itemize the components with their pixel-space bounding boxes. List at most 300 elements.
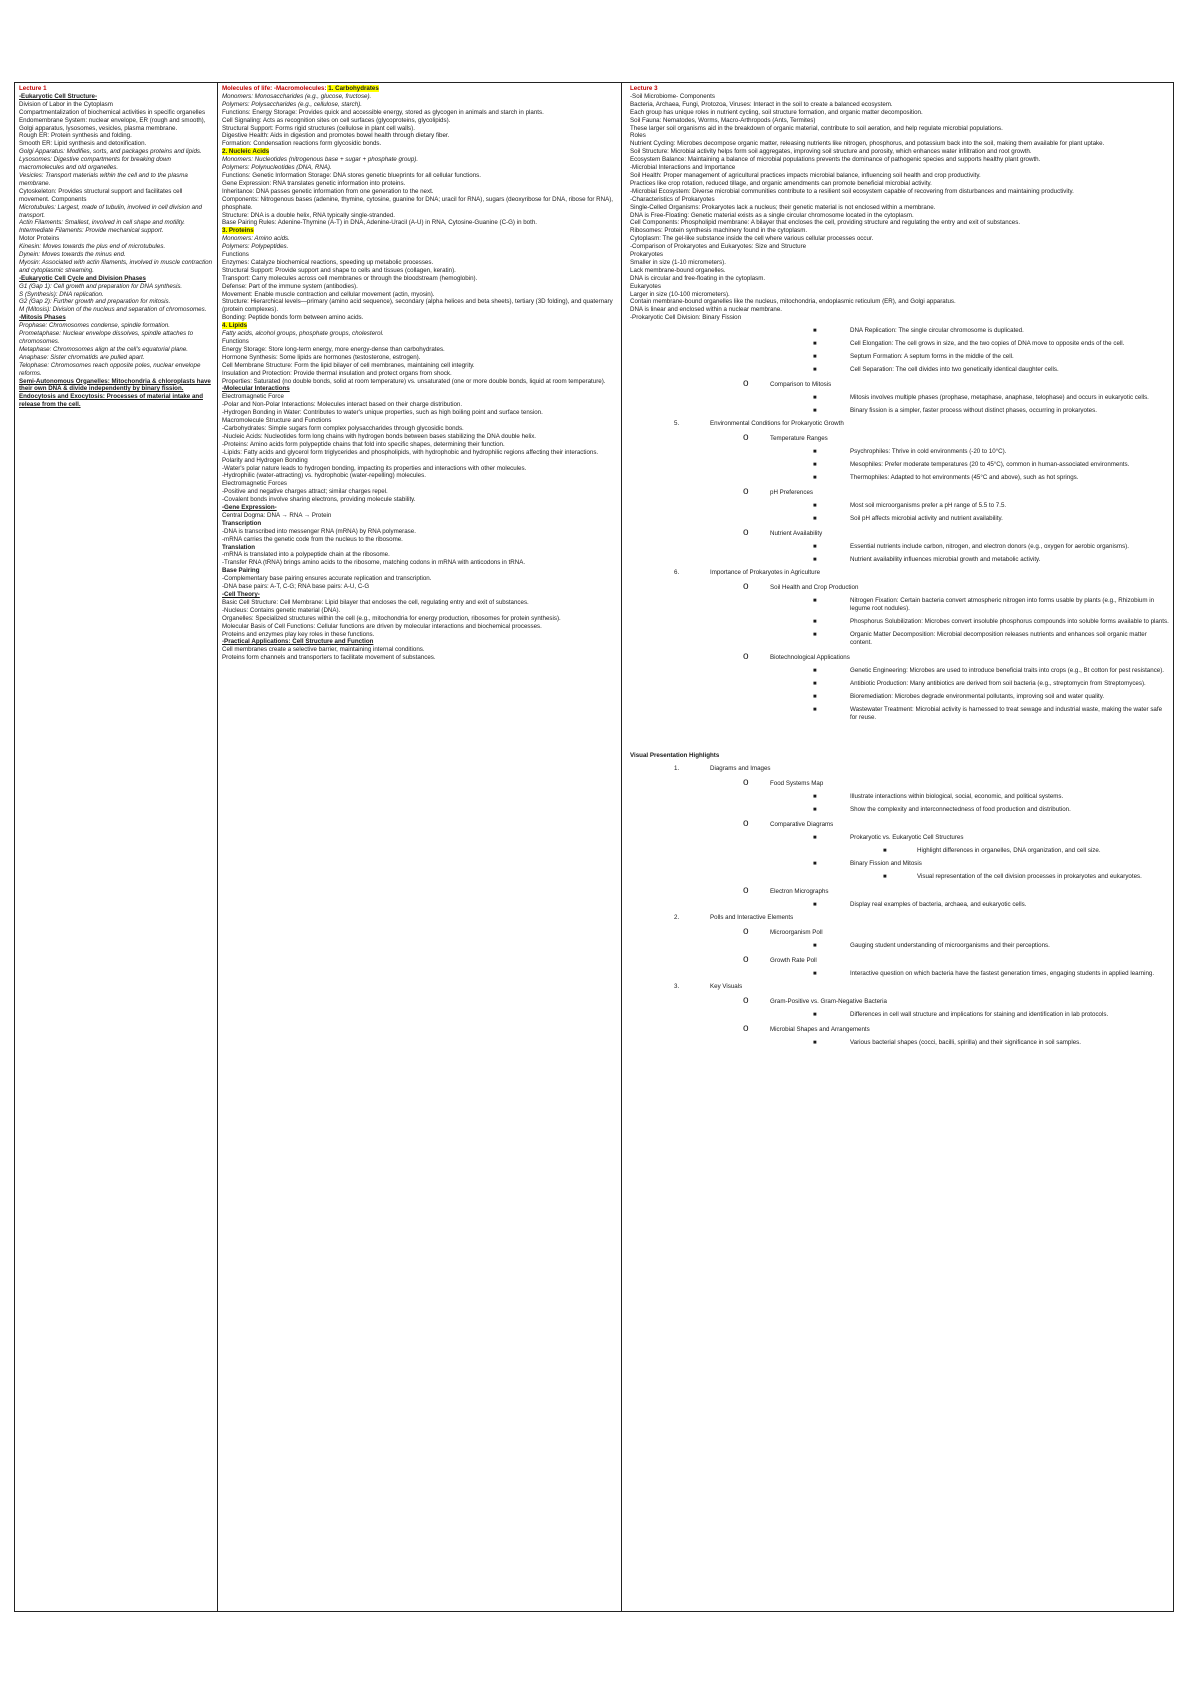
outline-text: Soil pH affects microbial activity and nutrient availability. (850, 515, 1003, 523)
note-text: Bacteria, Archaea, Fungi, Protozoa, Viruses: Interact in the soil to create a balanced ecosystem. (630, 100, 893, 108)
square-bullet-icon: ■ (813, 807, 817, 814)
note-line (630, 283, 1169, 291)
note-text: -mRNA carries the genetic code from the nucleus to the ribosome. (222, 535, 403, 543)
note-text: Actin Filaments: Smallest, involved in cell shape and motility. (19, 219, 185, 227)
note-text: Transcription (222, 519, 262, 527)
outline-item-level-3 (630, 706, 1169, 722)
note-text: -Carbohydrates: Simple sugars form complex polysaccharides through glycosidic bonds. (222, 424, 464, 432)
note-text: Polymers: Polysaccharides (e.g., cellulose, starch). (222, 100, 362, 108)
note-line (222, 85, 617, 93)
outline-item-level-2 (630, 926, 1169, 938)
note-line (222, 101, 617, 109)
note-text: Energy Storage: Store long-term energy, more energy-dense than carbohydrates. (222, 345, 445, 353)
lecture-3-outline (630, 327, 1169, 1047)
outline-text: Polls and Interactive Elements (710, 914, 794, 922)
note-text: Monomers: Amino acids. (222, 235, 290, 243)
outline-item-level-3 (630, 942, 1169, 950)
square-bullet-icon: ■ (813, 971, 817, 978)
note-line (630, 275, 1169, 283)
note-text: Anaphase: Sister chromatids are pulled apart. (19, 353, 145, 361)
note-text: Properties: Saturated (no double bonds, solid at room temperature) vs. unsaturated (one or more double bonds, liquid at room temperature). (222, 377, 606, 385)
note-text: G1 (Gap 1): Cell growth and preparation for DNA synthesis. (19, 282, 183, 290)
note-line (222, 314, 617, 322)
note-line (222, 251, 617, 259)
square-bullet-icon: ■ (813, 328, 817, 335)
outline-item-level-2 (630, 378, 1169, 390)
note-line (630, 196, 1169, 204)
note-text: Electromagnetic Force (222, 393, 284, 401)
note-text: -Gene Expression- (222, 504, 277, 512)
outline-text: Binary Fission and Mitosis (850, 860, 922, 868)
note-line (222, 298, 617, 314)
note-text: -Eukaryotic Cell Cycle and Division Phases (19, 274, 146, 282)
column-lecture-3 (622, 83, 1173, 1611)
note-text: -Microbial Interactions and Importance (630, 164, 736, 172)
note-line (19, 275, 213, 283)
outline-text: Gauging student understanding of microorganisms and their perceptions. (850, 942, 1050, 950)
outline-text: Psychrophiles: Thrive in cold environments (-20 to 10°C). (850, 448, 1007, 456)
note-text: Digestive Health: Aids in digestion and promotes bowel health through dietary fiber. (222, 132, 450, 140)
outline-text: DNA Replication: The single circular chromosome is duplicated. (850, 327, 1024, 335)
note-text: Functions: Genetic Information Storage: DNA stores genetic blueprints for all cellular functions. (222, 171, 481, 179)
note-text: Hormone Synthesis: Some lipids are hormones (testosterone, estrogen). (222, 353, 421, 361)
note-line (222, 551, 617, 559)
square-bullet-icon: ■ (813, 943, 817, 950)
square-bullet-icon: ■ (813, 619, 817, 626)
note-text: Macromolecule Structure and Functions (222, 417, 332, 425)
outline-item-level-2 (630, 885, 1169, 897)
note-text: Lack membrane-bound organelles. (630, 266, 726, 274)
note-line (222, 488, 617, 496)
note-text: Enzymes: Catalyze biochemical reactions, speeding up metabolic processes. (222, 258, 434, 266)
outline-number: 2. (674, 914, 680, 922)
note-line (630, 219, 1169, 227)
note-text: Soil Health: Proper management of agricultural practices impacts microbial balance, influencing soil health and crop productivity. (630, 171, 981, 179)
square-bullet-icon: ■ (813, 367, 817, 374)
square-bullet-icon: ■ (813, 694, 817, 701)
square-bullet-icon: ■ (813, 354, 817, 361)
note-text: G2 (Gap 2): Further growth and preparation for mitosis. (19, 298, 171, 306)
note-text: Soil Structure: Microbial activity helps form soil aggregates, improving soil structure and porosity, which enhances water infiltration and root growth. (630, 148, 1032, 156)
outline-item-level-3 (630, 597, 1169, 613)
note-line (630, 235, 1169, 243)
outline-text: Cell Elongation: The cell grows in size, and the two copies of DNA move to opposite ends of the cell. (850, 340, 1125, 348)
note-line (222, 504, 617, 512)
outline-number: 3. (674, 983, 680, 991)
outline-item-level-3 (630, 693, 1169, 701)
note-text: Prokaryotes (630, 251, 664, 259)
note-text: -Prokaryotic Cell Division: Binary Fission (630, 314, 742, 322)
outline-item-level-3 (630, 394, 1169, 402)
note-text: Myosin: Associated with actin filaments, involved in muscle contraction and cytoplasmic streaming. (19, 258, 213, 274)
note-text: Smooth ER: Lipid synthesis and detoxification. (19, 140, 147, 148)
note-text: -DNA is transcribed into messenger RNA (mRNA) by RNA polymerase. (222, 527, 416, 535)
outline-item-level-3 (630, 680, 1169, 688)
outline-text: Soil Health and Crop Production (770, 584, 859, 592)
outline-item-level-3 (630, 366, 1169, 374)
note-text: Practices like crop rotation, reduced tillage, and organic amendments can promote beneficial microbial activity. (630, 179, 932, 187)
note-line (222, 109, 617, 117)
square-bullet-icon: ■ (813, 1012, 817, 1019)
note-line (222, 623, 617, 631)
note-line (222, 156, 617, 164)
outline-text: Environmental Conditions for Prokaryotic Growth (710, 420, 844, 428)
outline-item-level-1 (630, 569, 1169, 577)
note-line (222, 567, 617, 575)
outline-text: Mesophiles: Prefer moderate temperatures (20 to 45°C), common in human-associated environments. (850, 461, 1130, 469)
note-line (222, 196, 617, 212)
hollow-circle-bullet-icon: o (743, 777, 749, 789)
note-text: Lysosomes: Digestive compartments for breaking down macromolecules and old organelles. (19, 156, 171, 172)
hollow-circle-bullet-icon: o (743, 1023, 749, 1035)
note-line (222, 219, 617, 227)
note-line (19, 204, 213, 220)
note-line (222, 472, 617, 480)
outline-item-level-3 (630, 461, 1169, 469)
square-bullet-icon: ■ (813, 503, 817, 510)
hollow-circle-bullet-icon: o (743, 926, 749, 938)
outline-item-level-3 (630, 806, 1169, 814)
note-line (222, 330, 617, 338)
note-line (222, 559, 617, 567)
note-line (630, 212, 1169, 220)
note-line (630, 259, 1169, 267)
note-text: Molecular Basis of Cell Functions: Cellular functions are driven by molecular interactions and biochemical processes. (222, 622, 542, 630)
note-text: -Cell Theory- (222, 591, 260, 598)
outline-item-level-4 (630, 873, 1169, 881)
note-line (222, 409, 617, 417)
note-line (19, 306, 213, 314)
note-line (222, 259, 617, 267)
lecture-3-intro (630, 85, 1169, 322)
note-line (222, 536, 617, 544)
note-line (19, 362, 213, 378)
outline-text: Nutrient availability influences microbial growth and metabolic activity. (850, 556, 1041, 564)
note-line (222, 575, 617, 583)
note-text: -Nucleic Acids: Nucleotides form long chains with hydrogen bonds between bases stabilizing the DNA double helix. (222, 432, 537, 440)
outline-text: Phosphorus Solubilization: Microbes convert insoluble phosphorus compounds into soluble forms available to plants. (850, 618, 1169, 626)
outline-item-level-3 (630, 448, 1169, 456)
square-bullet-icon: ■ (883, 874, 887, 881)
note-line (222, 457, 617, 465)
note-line (19, 378, 213, 394)
outline-number: 1. (674, 765, 680, 773)
note-line (19, 322, 213, 330)
note-line (222, 512, 617, 520)
note-line (630, 204, 1169, 212)
note-line (19, 346, 213, 354)
outline-item-level-3 (630, 860, 1169, 868)
note-text: -Lipids: Fatty acids and glycerol form triglycerides and phospholipids, with hydrophobic and hydrophilic regions affecting their interactions. (222, 448, 599, 456)
hollow-circle-bullet-icon: o (743, 818, 749, 830)
outline-text: Growth Rate Poll (770, 957, 817, 965)
note-line (222, 93, 617, 101)
note-line (222, 631, 617, 639)
note-text: -Positive and negative charges attract; similar charges repel. (222, 488, 388, 496)
note-line (19, 330, 213, 346)
note-text: Transport: Carry molecules across cell membranes or through the bloodstream (hemoglobin). (222, 274, 478, 282)
note-line (222, 267, 617, 275)
outline-text: Nitrogen Fixation: Certain bacteria convert atmospheric nitrogen into forms usable by plants (e.g., Rhizobium in legume root nodules). (850, 597, 1155, 613)
square-bullet-icon: ■ (813, 557, 817, 564)
hollow-circle-bullet-icon: o (743, 885, 749, 897)
outline-text: Bioremediation: Microbes degrade environmental pollutants, improving soil and water quality. (850, 693, 1105, 701)
column-molecules-of-life (218, 83, 622, 1611)
note-line (630, 148, 1169, 156)
note-line (222, 148, 617, 156)
note-line (19, 140, 213, 148)
note-text: -Molecular Interactions (222, 385, 290, 393)
note-text: Prometaphase: Nuclear envelope dissolves, spindle attaches to chromosomes. (19, 330, 194, 345)
outline-text: Wastewater Treatment: Microbial activity is harnessed to treat sewage and industrial waste, making the water safe for reuse. (850, 706, 1163, 722)
outline-item-level-3 (630, 556, 1169, 564)
outline-item-level-3 (630, 407, 1169, 415)
note-line (222, 615, 617, 623)
note-line (222, 346, 617, 354)
outline-text: Visual representation of the cell division processes in prokaryotes and eukaryotes. (917, 873, 1142, 881)
note-line (630, 314, 1169, 322)
outline-item-level-3 (630, 543, 1169, 551)
outline-item-level-3 (630, 901, 1169, 909)
square-bullet-icon: ■ (813, 794, 817, 801)
outline-text: Prokaryotic vs. Eukaryotic Cell Structures (850, 834, 964, 842)
square-bullet-icon: ■ (813, 544, 817, 551)
outline-item-level-3 (630, 515, 1169, 523)
note-text: Gene Expression: RNA translates genetic information into proteins. (222, 179, 406, 187)
hollow-circle-bullet-icon: o (743, 527, 749, 539)
note-text: Organelles: Specialized structures within the cell (e.g., mitochondria for energy production, ribosomes for protein synthesis). (222, 614, 561, 622)
note-text: Lecture 3 (630, 85, 658, 92)
note-line (19, 259, 213, 275)
note-text: Insulation and Protection: Provide thermal insulation and protect organs from shock. (222, 369, 452, 377)
note-line (222, 117, 617, 125)
notes-sheet (14, 82, 1174, 1612)
note-text: Microtubules: Largest, made of tubulin, involved in cell division and transport. (19, 203, 202, 219)
note-text: These larger soil organisms aid in the breakdown of organic material, contribute to soil aeration, and help regulate microbial populations. (630, 124, 1003, 132)
note-line (222, 338, 617, 346)
note-line (630, 140, 1169, 148)
outline-text: Importance of Prokaryotes in Agriculture (710, 569, 821, 577)
note-line (222, 591, 617, 599)
outline-item-level-2 (630, 1023, 1169, 1035)
outline-text: Organic Matter Decomposition: Microbial decomposition releases nutrients and enhances soil organic matter content. (850, 631, 1147, 647)
note-line (630, 93, 1169, 101)
note-text: Functions (222, 251, 249, 259)
note-line (19, 354, 213, 362)
outline-item-level-3 (630, 474, 1169, 482)
note-line (222, 654, 617, 662)
note-text: Movement: Enable muscle contraction and cellular movement (actin, myosin). (222, 290, 435, 298)
outline-text: pH Preferences (770, 489, 813, 497)
note-text: Cytoskeleton: Provides structural support and facilitates cell movement. Components (19, 187, 183, 203)
outline-text: Show the complexity and interconnectedness of food production and distribution. (850, 806, 1071, 814)
note-line (222, 140, 617, 148)
square-bullet-icon: ■ (813, 516, 817, 523)
outline-item-level-0 (630, 752, 1169, 760)
outline-item-level-1 (630, 765, 1169, 773)
hollow-circle-bullet-icon: o (743, 581, 749, 593)
note-text: -Complementary base pairing ensures accurate replication and transcription. (222, 575, 432, 583)
hollow-circle-bullet-icon: o (743, 651, 749, 663)
note-text: Defense: Part of the immune system (antibodies). (222, 282, 358, 290)
square-bullet-icon: ■ (813, 681, 817, 688)
note-text: -Nucleus: Contains genetic material (DNA). (222, 606, 341, 614)
note-line (222, 385, 617, 393)
note-line (630, 227, 1169, 235)
note-line (222, 235, 617, 243)
note-text: Motor Proteins (19, 235, 60, 243)
note-line (222, 212, 617, 220)
outline-item-level-1 (630, 420, 1169, 428)
note-text: Structural Support: Forms rigid structures (cellulose in plant cell walls). (222, 124, 415, 132)
note-text: Dynein: Moves towards the minus end. (19, 251, 126, 259)
note-line (222, 425, 617, 433)
note-text: Division of Labor in the Cytoplasm (19, 100, 113, 108)
square-bullet-icon: ■ (813, 408, 817, 415)
note-line (630, 164, 1169, 172)
square-bullet-icon: ■ (813, 475, 817, 482)
note-text: -Polar and Non-Polar Interactions: Molecules interact based on their charge distribution. (222, 401, 463, 409)
outline-text: Most soil microorganisms prefer a pH range of 5.5 to 7.5. (850, 502, 1007, 510)
note-text: Cell Membrane Structure: Form the lipid bilayer of cell membranes, maintaining cell integrity. (222, 361, 475, 369)
note-line (630, 306, 1169, 314)
note-text: Golgi Apparatus: Modifies, sorts, and packages proteins and lipids. (19, 148, 202, 156)
note-text: Proteins and enzymes play key roles in these functions. (222, 630, 375, 638)
note-line (222, 172, 617, 180)
note-text: DNA is circular and free-floating in the cytoplasm. (630, 274, 766, 282)
note-line (630, 172, 1169, 180)
note-line (630, 291, 1169, 299)
note-line (19, 243, 213, 251)
note-text: -Comparison of Prokaryotes and Eukaryotes: Size and Structure (630, 243, 807, 251)
note-text: Lecture 1 (19, 85, 47, 92)
outline-item-level-3 (630, 1011, 1169, 1019)
note-text: Larger in size (10-100 micrometers). (630, 290, 730, 298)
note-text: Basic Cell Structure: Cell Membrane: Lipid bilayer that encloses the cell, regulating entry and exit of substances. (222, 598, 529, 606)
note-text: Ribosomes: Protein synthesis machinery found in the cytoplasm. (630, 227, 808, 235)
note-text: Endocytosis and Exocytosis: Processes of material intake and release from the cell. (19, 393, 203, 409)
square-bullet-icon: ■ (813, 395, 817, 402)
note-line (630, 267, 1169, 275)
note-line (222, 283, 617, 291)
note-text: Kinesin: Moves towards the plus end of microtubules. (19, 243, 166, 251)
square-bullet-icon: ■ (813, 341, 817, 348)
outline-item-level-3 (630, 340, 1169, 348)
note-text: Structural Support: Provide support and shape to cells and tissues (collagen, keratin). (222, 266, 456, 274)
outline-text: Cell Separation: The cell divides into two genetically identical daughter cells. (850, 366, 1059, 374)
note-text: Electromagnetic Forces (222, 480, 287, 488)
outline-item-level-2 (630, 432, 1169, 444)
outline-text: Microbial Shapes and Arrangements (770, 1026, 870, 1034)
note-line (222, 362, 617, 370)
note-text: Single-Celled Organisms: Prokaryotes lack a nucleus; their genetic material is not enclosed within a membrane. (630, 203, 936, 211)
outline-item-level-3 (630, 970, 1169, 978)
note-text: Functions (222, 338, 249, 345)
note-line (19, 314, 213, 322)
note-line (19, 101, 213, 109)
note-line (19, 235, 213, 243)
note-line (19, 283, 213, 291)
outline-item-level-3 (630, 327, 1169, 335)
note-text: Compartmentalization of biochemical activities in specific organelles (19, 108, 206, 116)
note-text: Base Pairing (222, 567, 260, 575)
outline-text: Septum Formation: A septum forms in the middle of the cell. (850, 353, 1014, 361)
note-text: -Practical Applications: Cell Structure and Function (222, 638, 374, 646)
note-text: Structure: DNA is a double helix, RNA typically single-stranded. (222, 211, 395, 219)
note-text: Inheritance: DNA passes genetic information from one generation to the next. (222, 187, 434, 195)
hollow-circle-bullet-icon: o (743, 954, 749, 966)
note-text: -Hydrogen Bonding in Water: Contributes to water's unique properties, such as high boiling point and surface tension. (222, 409, 543, 417)
section-spacer (630, 722, 1169, 752)
note-text: Functions: Energy Storage: Provides quick and accessible energy, stored as glycogen in animals and starch in plants. (222, 108, 544, 116)
outline-text: Genetic Engineering: Microbes are used to introduce beneficial traits into crops (e.g., Bt cotton for pest resistance). (850, 667, 1165, 675)
note-line (222, 322, 617, 330)
note-text: DNA is linear and enclosed within a nuclear membrane. (630, 306, 783, 314)
outline-text: Illustrate interactions within biological, social, economic, and political systems. (850, 793, 1064, 801)
outline-item-level-2 (630, 777, 1169, 789)
note-line (222, 528, 617, 536)
note-line (222, 599, 617, 607)
outline-text: Gram-Positive vs. Gram-Negative Bacteria (770, 998, 887, 1006)
note-text: Eukaryotes (630, 282, 661, 290)
outline-item-level-2 (630, 486, 1169, 498)
note-line (630, 180, 1169, 188)
note-line (222, 227, 617, 235)
note-line (19, 109, 213, 117)
note-text: Soil Fauna: Nematodes, Worms, Macro-Arthropods (Ants, Termites) (630, 116, 816, 124)
square-bullet-icon: ■ (813, 902, 817, 909)
note-text: Rough ER: Protein synthesis and folding. (19, 132, 132, 140)
note-line (19, 148, 213, 156)
note-line (222, 180, 617, 188)
outline-text: Visual Presentation Highlights (630, 752, 720, 760)
note-line (630, 85, 1169, 93)
note-line (630, 156, 1169, 164)
note-line (222, 449, 617, 457)
outline-text: Nutrient Availability (770, 530, 823, 538)
note-line (630, 298, 1169, 306)
note-line (630, 125, 1169, 133)
note-text: Polymers: Polynucleotides (DNA, RNA). (222, 164, 332, 172)
outline-text: Temperature Ranges (770, 435, 828, 443)
square-bullet-icon: ■ (883, 848, 887, 855)
outline-text: Biotechnological Applications (770, 654, 850, 662)
note-line (222, 417, 617, 425)
note-text: M (Mitosis): Division of the nucleus and separation of chromosomes. (19, 306, 207, 314)
note-text: Components: Nitrogenous bases (adenine, thymine, cytosine, guanine for DNA; uracil for RNA), sugars (deoxyribose for DNA, ribose for RNA), phosphate. (222, 195, 614, 211)
outline-item-level-3 (630, 1039, 1169, 1047)
note-line (19, 172, 213, 188)
outline-item-level-3 (630, 631, 1169, 647)
outline-text: Key Visuals (710, 983, 743, 991)
note-line (19, 85, 213, 93)
note-line (630, 243, 1169, 251)
hollow-circle-bullet-icon: o (743, 378, 749, 390)
note-text: Smaller in size (1-10 micrometers). (630, 258, 726, 266)
note-text: -Proteins: Amino acids form polypeptide chains that fold into specific shapes, determining their function. (222, 440, 505, 448)
note-text: Central Dogma: DNA → RNA → Protein (222, 511, 332, 519)
note-line (222, 401, 617, 409)
outline-item-level-2 (630, 995, 1169, 1007)
note-line (19, 219, 213, 227)
outline-text: Comparison to Mitosis (770, 381, 832, 389)
note-text: Cell Signaling: Acts as recognition sites on cell surfaces (glycoproteins, glycolipids). (222, 116, 451, 124)
outline-number: 6. (674, 569, 680, 577)
note-line (222, 433, 617, 441)
note-text: Metaphase: Chromosomes align at the cell's equatorial plane. (19, 345, 189, 353)
note-line (19, 393, 213, 409)
note-line (222, 354, 617, 362)
